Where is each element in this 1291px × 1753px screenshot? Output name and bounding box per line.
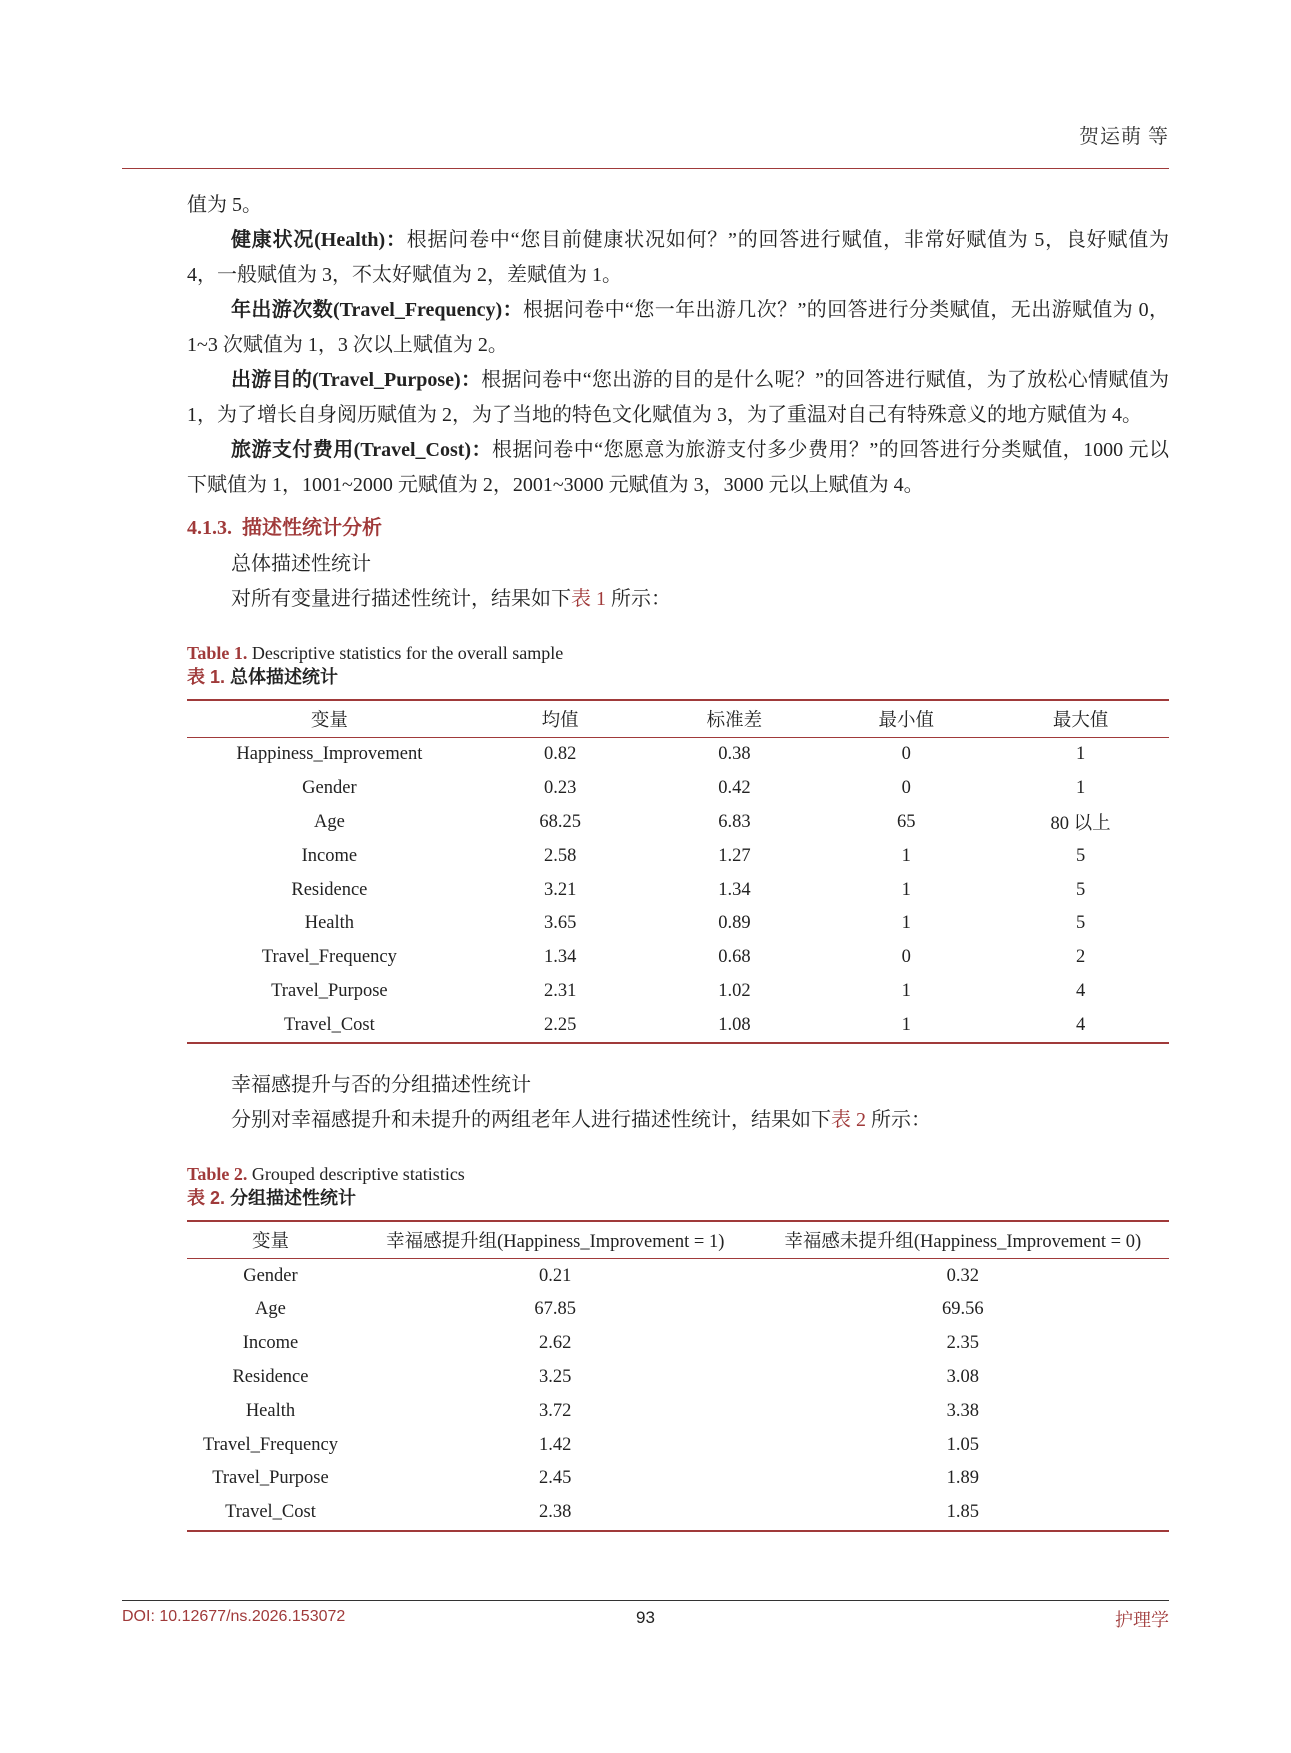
table2 (187, 1220, 1169, 1531)
table1-caption (187, 641, 1169, 689)
table-cell-variable: Health (304, 913, 355, 934)
table-cell-variable: Travel_Purpose (271, 980, 388, 1001)
paragraph-continuation: 值为 5。 (187, 194, 262, 216)
section-title: 描述性统计分析 (242, 517, 382, 539)
table-row (187, 1428, 1169, 1462)
table-cell-value: 0 (901, 778, 911, 799)
table-row (187, 806, 1169, 840)
table-cell-value: 0.89 (718, 913, 751, 934)
table-cell-value: 65 (897, 811, 916, 832)
table-cell-variable: Gender (243, 1265, 298, 1286)
table2-caption-zh (187, 1186, 1169, 1210)
table-row (187, 1259, 1169, 1293)
table-cell-value: 1 (901, 879, 911, 900)
table-row (187, 1462, 1169, 1496)
table-cell-value: 4 (1075, 980, 1086, 1001)
doi-link[interactable]: DOI: 10.12677/ns.2026.153072 (122, 1608, 346, 1625)
table2-reference-link[interactable]: 表 2 (831, 1109, 866, 1132)
paragraph-health (187, 223, 1169, 293)
table-cell-variable: Travel_Cost (187, 1496, 354, 1531)
table-row (187, 1293, 1169, 1327)
table1-caption-zh (187, 665, 1169, 689)
table-cell-value: 2.25 (472, 1008, 649, 1043)
table-row (187, 839, 1169, 873)
table1-header-cell: 变量 (187, 700, 472, 738)
term-travel-purpose: 出游目的(Travel_Purpose)： (231, 369, 482, 391)
term-travel-frequency: 年出游次数(Travel_Frequency)： (231, 299, 524, 321)
table-cell-value: 1 (1075, 744, 1086, 765)
table-cell-value: 0.32 (946, 1265, 979, 1286)
table-cell-value: 1.42 (539, 1434, 572, 1455)
table1-header-cell: 最大值 (992, 700, 1169, 738)
subheading-overall: 总体描述性统计 (231, 553, 371, 575)
paragraph-health-text: 根据问卷中“您目前健康状况如何？”的回答进行赋值，非常好赋值为 5，良好赋值为 4，一般赋值为 3，不太好赋值为 2，差赋值为 1。 (187, 229, 1169, 286)
table-cell-value: 3.38 (946, 1400, 979, 1421)
table-cell-value: 2 (1075, 947, 1086, 968)
table-cell-value: 69.56 (941, 1299, 984, 1320)
intro-table2 (187, 1103, 1169, 1138)
table-cell-variable: Gender (302, 778, 357, 799)
table2-header-cell: 变量 (187, 1221, 354, 1259)
page-number: 93 (636, 1608, 655, 1627)
table-cell-value: 0.82 (543, 744, 577, 765)
table-cell-value: 3.21 (543, 879, 577, 900)
table-row (187, 738, 1169, 772)
section-number: 4.1.3. (187, 517, 232, 539)
table-cell-value: 5 (1075, 879, 1086, 900)
paragraph-travel-purpose (187, 363, 1169, 433)
table-cell-value: 2.31 (543, 980, 577, 1001)
table-cell-value: 1.85 (757, 1496, 1169, 1531)
paragraph-travel-purpose-text: 根据问卷中“您出游的目的是什么呢？”的回答进行赋值，为了放松心情赋值为 1，为了增长自身阅历赋值为 2，为了当地的特色文化赋值为 3，为了重温对自己有特殊意义的地方赋值为 4。 (187, 369, 1169, 426)
term-travel-cost: 旅游支付费用(Travel_Cost)： (231, 439, 492, 461)
table1-title-zh: 总体描述统计 (225, 667, 339, 687)
table1-header-cell: 均值 (472, 700, 649, 738)
table1 (187, 699, 1169, 1044)
table-cell-value: 0.21 (539, 1265, 572, 1286)
table-cell-value: 1 (901, 980, 911, 1001)
paragraph-travel-cost (187, 433, 1169, 503)
table-cell-value: 1.34 (718, 879, 751, 900)
table1-title-en: Descriptive statistics for the overall sample (247, 643, 564, 663)
table-cell-value: 0.23 (543, 778, 577, 799)
table-cell-value: 6.83 (718, 811, 751, 832)
table-cell-value: 0 (901, 947, 911, 968)
table2-caption (187, 1162, 1169, 1210)
table-cell-variable: Travel_Frequency (202, 1434, 338, 1455)
table-cell-value: 0.42 (718, 778, 751, 799)
footer-rule (122, 1600, 1169, 1601)
table1-reference-link[interactable]: 表 1 (571, 588, 606, 610)
table-cell-value: 2.38 (354, 1496, 757, 1531)
table-cell-value: 2.45 (539, 1468, 572, 1489)
table-cell-value: 67.85 (534, 1299, 577, 1320)
table-row (187, 873, 1169, 907)
intro-table1-text: 对所有变量进行描述性统计，结果如下 (231, 588, 571, 610)
table-row (187, 1496, 1169, 1531)
intro-table2-text: 分别对幸福感提升和未提升的两组老年人进行描述性统计，结果如下 (231, 1109, 831, 1132)
table1-label-en: Table 1. (187, 643, 248, 663)
table-cell-value: 1 (820, 1008, 992, 1043)
table2-label-en: Table 2. (187, 1164, 248, 1185)
body-content (187, 188, 1169, 1532)
table2-header-cell: 幸福感未提升组(Happiness_Improvement = 0) (757, 1221, 1169, 1259)
table1-label-zh: 表 1. (187, 667, 226, 687)
table2-title-en: Grouped descriptive statistics (247, 1164, 465, 1185)
table2-header-row (187, 1221, 1169, 1259)
header-rule (122, 168, 1169, 169)
table-row (187, 1394, 1169, 1428)
table-row (187, 1008, 1169, 1043)
table1-header-cell: 最小值 (820, 700, 992, 738)
table-cell-value: 2.62 (539, 1333, 572, 1354)
table-cell-value: 5 (1075, 845, 1086, 866)
table-cell-value: 3.25 (539, 1366, 572, 1387)
table-cell-value: 3.72 (539, 1400, 572, 1421)
table-cell-variable: Income (242, 1333, 299, 1354)
table1-header-cell: 标准差 (649, 700, 821, 738)
table2-caption-en (187, 1162, 1169, 1186)
table-cell-value: 1.08 (649, 1008, 821, 1043)
table-row (187, 1361, 1169, 1395)
table-cell-value: 4 (992, 1008, 1169, 1043)
paragraph-travel-frequency-text: 根据问卷中“您一年出游几次？”的回答进行分类赋值，无出游赋值为 0，1~3 次赋值为 1，3 次以上赋值为 2。 (187, 299, 1169, 356)
table-cell-variable: Health (245, 1400, 296, 1421)
table2-title-zh: 分组描述性统计 (225, 1188, 357, 1209)
table-cell-value: 1 (901, 845, 911, 866)
table-cell-value: 1.02 (718, 980, 751, 1001)
table-cell-variable: Travel_Cost (187, 1008, 472, 1043)
table1-header-row (187, 700, 1169, 738)
table-cell-value: 1.34 (543, 947, 577, 968)
running-head-author: 贺运萌 等 (1079, 126, 1169, 148)
table-cell-variable: Travel_Purpose (212, 1468, 329, 1489)
intro-table1-tail: 所示： (606, 588, 671, 610)
table-cell-value: 3.08 (946, 1366, 979, 1387)
table-cell-value: 0 (901, 744, 911, 765)
table2-header-cell: 幸福感提升组(Happiness_Improvement = 1) (354, 1221, 757, 1259)
table-cell-value: 1 (1075, 778, 1086, 799)
table-cell-value: 5 (1075, 913, 1086, 934)
table-row (187, 1327, 1169, 1361)
table-cell-value: 0.38 (718, 744, 751, 765)
term-health: 健康状况(Health)： (231, 229, 407, 251)
journal-name: 护理学 (1115, 1610, 1169, 1630)
table-cell-value: 1 (901, 913, 911, 934)
table-cell-variable: Travel_Frequency (261, 947, 397, 968)
paragraph-travel-cost-text: 根据问卷中“您愿意为旅游支付多少费用？”的回答进行分类赋值，1000 元以下赋值为 1，1001~2000 元赋值为 2，2001~3000 元赋值为 3，3000 元以上赋值为 4。 (187, 439, 1169, 496)
table-cell-value: 3.65 (543, 913, 577, 934)
table-cell-variable: Age (255, 1299, 286, 1320)
table2-label-zh: 表 2. (187, 1188, 226, 1209)
table-cell-value: 1.05 (946, 1434, 979, 1455)
table-cell-value: 0.68 (718, 947, 751, 968)
intro-table1 (187, 582, 1169, 617)
table-row (187, 907, 1169, 941)
table-cell-variable: Residence (291, 879, 368, 900)
table-cell-variable: Happiness_Improvement (236, 744, 423, 765)
table1-caption-en (187, 641, 1169, 665)
table-cell-value: 2.35 (946, 1333, 979, 1354)
table-cell-value: 1.89 (946, 1468, 979, 1489)
table-row (187, 772, 1169, 806)
table-cell-variable: Residence (232, 1366, 309, 1387)
table-cell-value: 80 以上 (1050, 814, 1111, 835)
intro-table2-tail: 所示： (866, 1109, 931, 1132)
table-row (187, 941, 1169, 975)
table-cell-variable: Age (313, 811, 345, 832)
table-cell-value: 68.25 (539, 811, 581, 832)
table-row (187, 975, 1169, 1009)
paragraph-travel-frequency (187, 293, 1169, 363)
table-cell-variable: Income (301, 845, 358, 866)
section-heading (187, 513, 1169, 543)
table-cell-value: 1.27 (718, 845, 751, 866)
table-cell-value: 2.58 (543, 845, 577, 866)
subheading-grouped: 幸福感提升与否的分组描述性统计 (231, 1074, 531, 1097)
